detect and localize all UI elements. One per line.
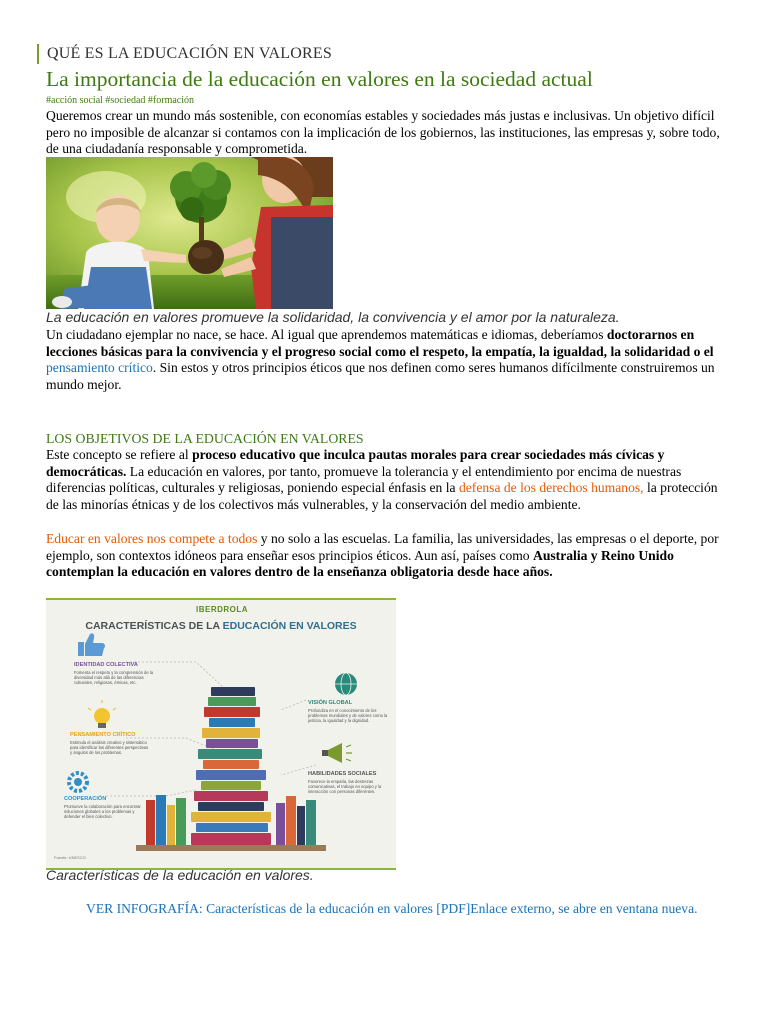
infographic[interactable] (46, 598, 396, 870)
paragraph-concepto-text-3: la protección de las minorías étnicas y de los colectivos más vulnerables, y la conservación del medio ambiente. (46, 480, 718, 512)
link-pensamiento-critico[interactable]: pensamiento crítico (46, 360, 153, 376)
paragraph-concepto-bold: proceso educativo que inculca pautas morales para crear sociedades más cívicas y democráticas. (46, 447, 665, 479)
paragraph-ciudadano-text-1: Un ciudadano ejemplar no nace, se hace. Al igual que aprendemos matemáticas e idiomas, deberíamos (46, 327, 607, 342)
view-infographic-link[interactable]: VER INFOGRAFÍA: Características de la educación en valores [PDF]Enlace externo, se abre en ventana nueva. (86, 901, 698, 916)
link-educar-en-valores[interactable]: Educar en valores nos compete a todos (46, 531, 258, 546)
book-stack-illustration (136, 687, 326, 851)
section-kicker: QUÉ ES LA EDUCACIÓN EN VALORES (37, 44, 332, 64)
gear-icon (69, 773, 87, 791)
paragraph-educar (46, 531, 722, 581)
ig-item-text: Fomenta el respeto y la comprensión de la diversidad más allá de las diferencias culturales, religiosas, étnicas, etc. (74, 670, 154, 685)
link-derechos-humanos[interactable]: defensa de los derechos humanos, (458, 480, 644, 496)
paragraph-concepto (46, 447, 722, 513)
infographic-title-b: EDUCACIÓN EN VALORES (222, 620, 357, 632)
paragraph-educar-bold: Australia y Reino Unido contemplan la educación en valores dentro de la enseñanza obligatoria desde hace años. (46, 547, 674, 580)
ig-item-label: IDENTIDAD COLECTIVA (74, 662, 138, 668)
infographic-title-a: CARACTERÍSTICAS DE LA (85, 620, 223, 632)
planting-photo-illustration (46, 157, 333, 309)
paragraph-concepto-text-2: La educación en valores, por tanto, promueve la tolerancia y el entendimiento por encima de nuestras diferencias políticas, culturales y religiosas, poniendo especial énfasis en la (46, 463, 682, 496)
paragraph-ciudadano-text-2: . Sin estos y otros principios éticos que nos definen como seres humanos difícilmente construiremos un mundo mejor. (46, 360, 715, 392)
ig-item-text: Profundiza en el conocimiento de los problemas mundiales y de valores como la justicia, la igualdad y la dignidad. (308, 708, 388, 723)
ig-item-label: HABILIDADES SOCIALES (308, 771, 377, 777)
ig-item-label: PENSAMIENTO CRÍTICO (70, 732, 136, 738)
megaphone-icon (322, 743, 352, 763)
infographic-source: Fuente: UNESCO (54, 855, 86, 860)
iberdrola-logo-text: IBERDROLA (196, 605, 249, 614)
intro-paragraph: Queremos crear un mundo más sostenible, con economías estables y sociedades más justas e inclusivas. Un objetivo difícil pero no imposible de alcanzar si contamos con la implicación de los gobiernos, las instituciones, las empresas y, sobre todo, de una ciudadanía responsable y comprometida. (46, 108, 720, 157)
hashtags[interactable]: #acción social #sociedad #formación (46, 95, 194, 106)
ig-item-text: Estimula el análisis creativo y sistemático para identificar las diferentes perspectivas y ángulos de los problemas. (70, 740, 149, 755)
ig-item-text: Promueve la colaboración para encontrar soluciones globales a los problemas y defender el bien colectivo. (64, 804, 141, 819)
paragraph-ciudadano-bold: doctorarnos en lecciones básicas para la convivencia y el progreso social como el respeto, la empatía, la igualdad, la solidaridad o el (46, 327, 714, 359)
thumbs-up-icon (78, 633, 105, 656)
light-bulb-icon (88, 700, 116, 728)
ig-item-label: VISIÓN GLOBAL (308, 700, 353, 706)
ig-item-label: COOPERACIÓN (64, 796, 107, 802)
page-title: La importancia de la educación en valores en la sociedad actual (46, 67, 593, 91)
ig-item-text: Favorece la empatía, las destrezas comunicativas, el trabajo en equipo y la interacción con personas diferentes. (308, 779, 382, 794)
paragraph-concepto-text-1: Este concepto se refiere al (46, 447, 193, 462)
planting-photo (46, 157, 333, 309)
globe-icon (335, 673, 357, 695)
photo-caption: La educación en valores promueve la solidaridad, la convivencia y el amor por la naturaleza. (46, 309, 620, 325)
paragraph-educar-text-1: y no solo a las escuelas. La familia, las universidades, las empresas o el deporte, por ejemplo, son contextos idóneos para enseñar esos principios éticos. Aun así, países como (46, 531, 719, 563)
infographic-caption: Características de la educación en valores. (46, 867, 314, 883)
section-heading-objetivos: LOS OBJETIVOS DE LA EDUCACIÓN EN VALORES (46, 431, 364, 446)
paragraph-ciudadano (46, 327, 722, 393)
